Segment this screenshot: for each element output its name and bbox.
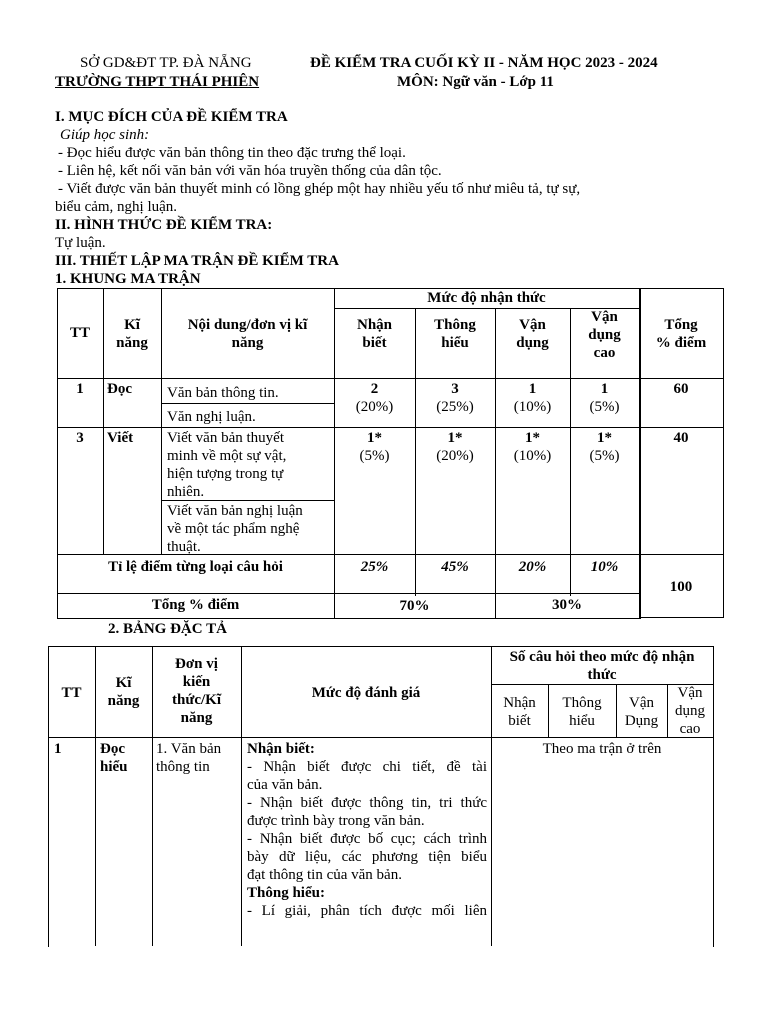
content-line: về một tác phẩm nghệ <box>167 521 300 537</box>
header-line: Vận <box>629 695 654 711</box>
header-line: Vận <box>519 317 546 333</box>
col-header-skill <box>103 316 161 352</box>
section-2-heading: II. HÌNH THỨC ĐỀ KIỂM TRA: <box>55 217 273 233</box>
header-line: Nhận <box>356 317 393 333</box>
col-header-apply <box>495 316 570 352</box>
header-line: Đơn vị <box>175 656 218 672</box>
col-header-tt: TT <box>69 325 90 341</box>
header-line: dụng <box>588 327 621 343</box>
header-line: thức/Kĩ <box>172 692 221 708</box>
ratio-apply-high: 10% <box>590 559 619 575</box>
ratio-label: Tỉ lệ điểm từng loại câu hỏi <box>108 559 283 575</box>
col-header-content <box>161 316 334 352</box>
spec-col-apply <box>616 694 667 730</box>
eval-line: bày dữ liệu, các phương tiện biểu <box>247 849 487 865</box>
col-header-understand <box>415 316 495 352</box>
cell-percent: (10%) <box>513 448 552 464</box>
content-line: thuật. <box>167 539 201 555</box>
header-line: Thông <box>562 695 602 711</box>
row-content: Văn nghị luận. <box>167 409 256 425</box>
spec-col-understand <box>548 694 616 730</box>
spec-row-count: Theo ma trận ở trên <box>542 741 662 757</box>
col-header-total <box>639 316 723 352</box>
cell-count: 1* <box>367 430 382 446</box>
skill-line: hiểu <box>100 759 128 775</box>
cell-percent: (20%) <box>355 399 394 415</box>
unit-line: 1. Văn bản <box>156 741 222 757</box>
cell-percent: (5%) <box>589 399 620 415</box>
matrix-bottom-border <box>639 617 723 618</box>
row-skill: Viết <box>107 430 134 446</box>
matrix-table <box>57 288 707 618</box>
header-line: biết <box>508 713 531 729</box>
header-line: Kĩ <box>115 675 132 691</box>
matrix-row-border <box>639 554 723 555</box>
spec-col-count <box>491 648 713 684</box>
section-3-heading: III. THIẾT LẬP MA TRẬN ĐỀ KIỂM TRA <box>55 253 339 269</box>
cell-count: 1 <box>528 381 537 397</box>
header-line: Vận <box>591 309 618 325</box>
row-apply-high <box>570 429 639 465</box>
header-line: dụng <box>675 703 705 719</box>
header-line: Vận <box>677 685 703 701</box>
matrix-right-border <box>723 288 724 578</box>
row-total: 40 <box>673 430 689 446</box>
row-total: 60 <box>673 381 689 397</box>
eval-line: đạt thông tin của văn bản. <box>247 867 402 883</box>
cell-count: 3 <box>451 381 459 397</box>
header-line: năng <box>107 693 140 709</box>
content-line: minh về một sự vật, <box>167 448 287 464</box>
row-skill: Đọc <box>107 381 132 397</box>
cell-count: 2 <box>370 381 379 397</box>
cell-count: 1 <box>600 381 609 397</box>
section-1-item: - Viết được văn bản thuyết minh có lồng ghép một hay nhiều yếu tố như miêu tả, tự sự, <box>58 181 581 197</box>
matrix-row-border <box>639 427 723 428</box>
header-line: thức <box>587 667 617 683</box>
header-line: kiến <box>182 674 211 690</box>
spec-col-eval: Mức độ đánh giá <box>311 685 421 701</box>
row-recognize <box>334 429 415 465</box>
header-line: dụng <box>516 335 549 351</box>
eval-line: - Nhận biết được chi tiết, đề tài <box>247 759 487 775</box>
header-line: Số câu hỏi theo mức độ nhận <box>509 649 695 665</box>
content-line: Viết văn bản nghị luận <box>167 503 303 519</box>
header-line: cao <box>593 345 616 361</box>
spec-row-eval <box>247 740 487 920</box>
spec-subheading: 2. BẢNG ĐẶC TẢ <box>108 621 227 637</box>
row-understand <box>415 429 495 465</box>
eval-line: - Lí giải, phân tích được mối liên <box>247 903 487 919</box>
header-line: hiểu <box>441 335 469 351</box>
row-understand <box>415 380 495 416</box>
matrix-row-border <box>639 378 723 379</box>
matrix-subheading: 1. KHUNG MA TRẬN <box>55 271 201 287</box>
spec-col-skill <box>95 674 152 710</box>
row-apply <box>495 429 570 465</box>
cell-percent: (5%) <box>359 448 390 464</box>
subject-line: MÔN: Ngữ văn - Lớp 11 <box>397 74 554 90</box>
header-line: Tổng <box>664 317 698 333</box>
section-1-item: - Đọc hiểu được văn bản thông tin theo đặc trưng thể loại. <box>58 145 406 161</box>
cell-percent: (5%) <box>589 448 620 464</box>
skill-line: Đọc <box>100 741 125 757</box>
row-tt: 1 <box>76 381 84 397</box>
spec-row-skill <box>100 740 128 776</box>
section-1-item: - Liên hệ, kết nối văn bản với văn hóa truyền thống của dân tộc. <box>58 163 442 179</box>
exam-title: ĐỀ KIỂM TRA CUỐI KỲ II - NĂM HỌC 2023 - 2024 <box>310 55 658 71</box>
row-content: Văn bản thông tin. <box>167 385 279 401</box>
col-header-apply-high <box>570 308 639 362</box>
header-line: Thông <box>434 317 476 333</box>
content-line: Viết văn bản thuyết <box>167 430 284 446</box>
matrix-right-border <box>723 578 724 618</box>
header-line: năng <box>180 710 213 726</box>
spec-col-recognize <box>491 694 548 730</box>
header-line: % điểm <box>655 335 707 351</box>
eval-line: của văn bản. <box>247 777 323 793</box>
cell-percent: (10%) <box>513 399 552 415</box>
grand-total: 100 <box>669 579 693 595</box>
row-apply-high <box>570 380 639 416</box>
ratio-recognize: 25% <box>360 559 389 575</box>
sum-recognize-understand: 70% <box>399 598 430 614</box>
header-line: Nhận <box>503 695 536 711</box>
col-header-recognize <box>334 316 415 352</box>
header-line: Nội dung/đơn vị kĩ <box>187 317 308 333</box>
ratio-understand: 45% <box>441 559 469 575</box>
section-1-heading: I. MỤC ĐÍCH CỦA ĐỀ KIỂM TRA <box>55 109 288 125</box>
section-2-text: Tự luận. <box>55 235 106 251</box>
eval-line: - Nhận biết được bố cục; cách trình <box>247 831 487 847</box>
ratio-apply: 20% <box>518 559 547 575</box>
header-line: năng <box>116 335 148 351</box>
eval-heading: Nhận biết: <box>247 741 315 757</box>
eval-line: - Nhận biết được thông tin, tri thức <box>247 795 487 811</box>
section-1-intro: Giúp học sinh: <box>60 127 150 143</box>
header-line: Kĩ <box>124 317 140 333</box>
cell-percent: (25%) <box>436 399 474 415</box>
spec-col-tt: TT <box>61 685 82 701</box>
header-line: biết <box>362 335 387 351</box>
matrix-top-border <box>639 288 723 289</box>
spec-table <box>48 646 714 922</box>
row-tt: 3 <box>76 430 84 446</box>
spec-row-unit <box>156 740 221 776</box>
row-recognize <box>334 380 415 416</box>
cell-count: 1* <box>447 430 463 446</box>
header-line: năng <box>231 335 264 351</box>
content-line: hiện tượng trong tự <box>167 466 284 482</box>
spec-row-tt: 1 <box>54 741 62 757</box>
spec-col-unit <box>152 655 241 727</box>
header-line: cao <box>679 721 701 737</box>
eval-line: được trình bày trong văn bản. <box>247 813 425 829</box>
sum-label: Tổng % điểm <box>151 597 240 613</box>
unit-line: thông tin <box>156 759 210 775</box>
col-header-level: Mức độ nhận thức <box>427 290 546 306</box>
eval-heading: Thông hiểu: <box>247 885 325 901</box>
cell-count: 1* <box>597 430 612 446</box>
spec-col-apply-high <box>667 684 713 738</box>
department-name: SỞ GD&ĐT TP. ĐÀ NẴNG <box>80 55 252 71</box>
header-line: Dụng <box>624 713 659 729</box>
school-name: TRƯỜNG THPT THÁI PHIÊN <box>55 74 260 90</box>
content-line: nhiên. <box>167 484 205 500</box>
sum-apply: 30% <box>552 597 582 613</box>
section-1-item: biểu cảm, nghị luận. <box>55 199 178 215</box>
row-apply <box>495 380 570 416</box>
cell-count: 1* <box>525 430 540 446</box>
header-line: hiểu <box>569 713 595 729</box>
row-content <box>167 429 286 501</box>
row-content <box>167 502 303 556</box>
cell-percent: (20%) <box>436 448 474 464</box>
